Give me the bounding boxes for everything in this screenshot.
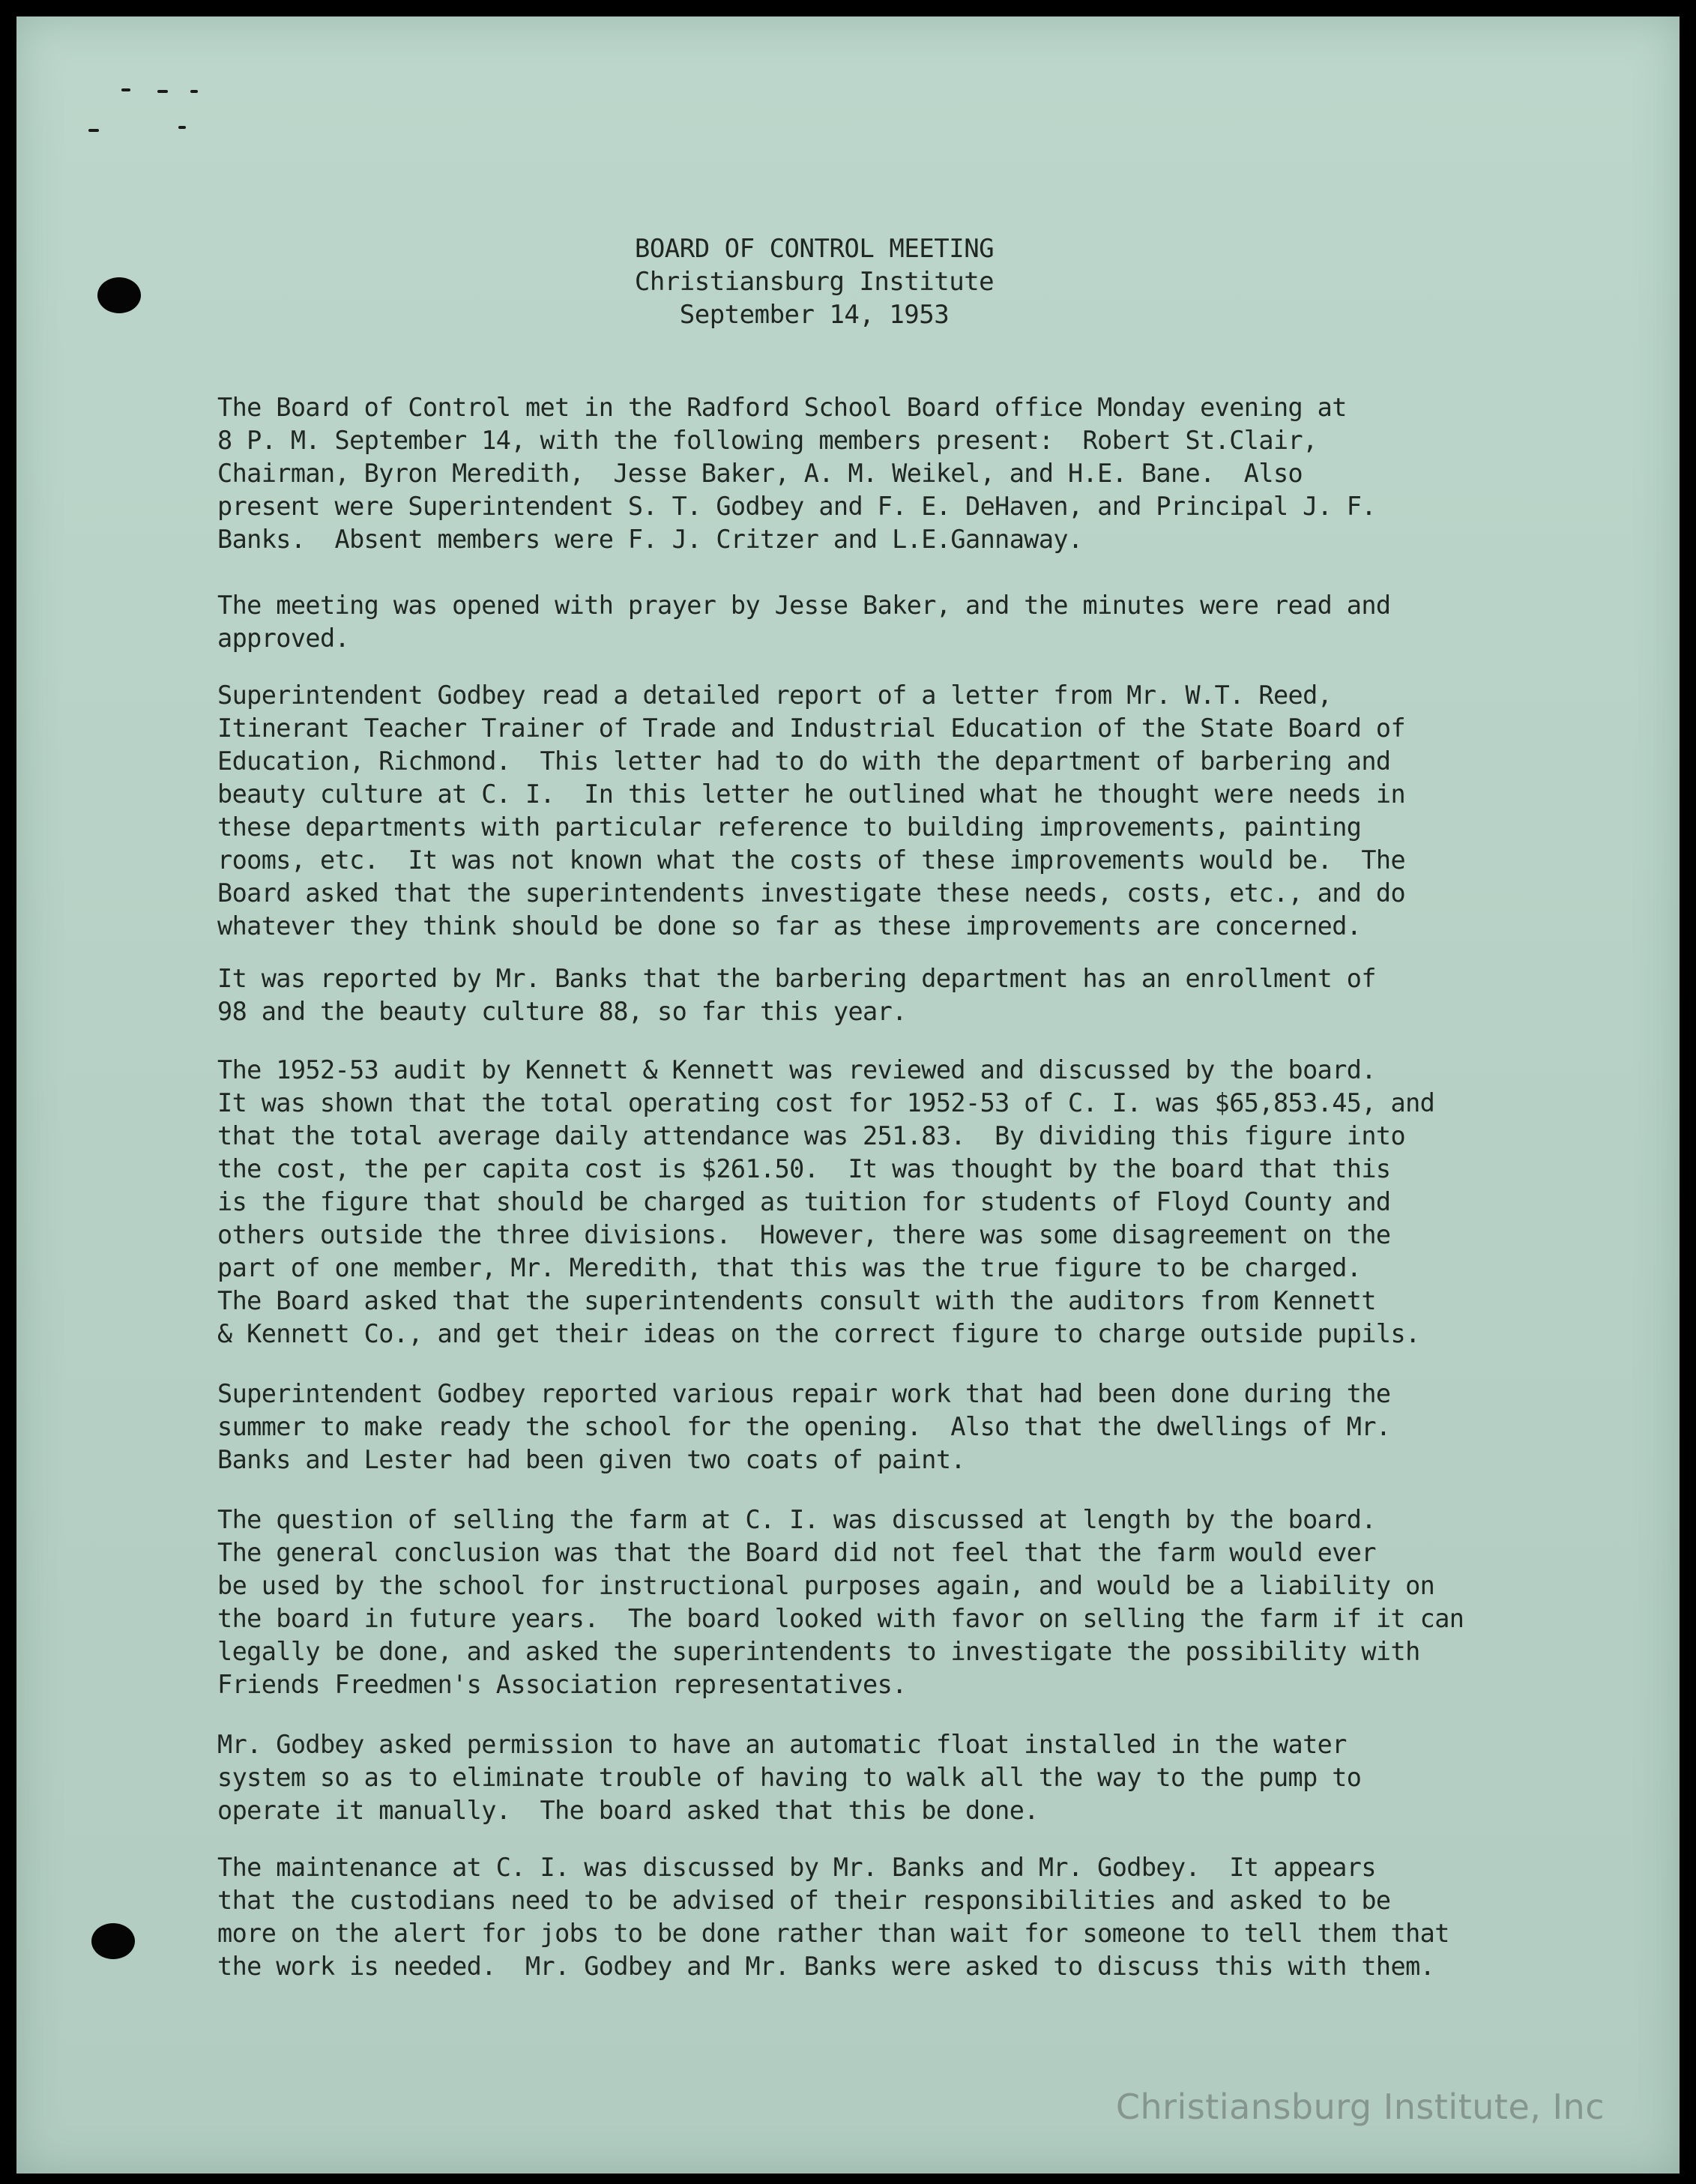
paragraph-reed-letter: Superintendent Godbey read a detailed report of a letter from Mr. W.T. Reed, Itinerant Teacher Trainer of Trade and Industrial Education of the State Board of Education, Richmond. This letter had to do with the department of barbering and beauty culture at C. I. In this letter he outlined what he thought were needs in these departments with particular reference to building improvements, painting rooms, etc. It was not known what the costs of these improvements would be. The Board asked that the superintendents investigate these needs, costs, etc., and do whatever they think should be done so far as these improvements are concerned. xyxy=(217,681,1406,941)
paragraph-attendance: The Board of Control met in the Radford School Board office Monday evening at 8 P. M. September 14, with the following members present: Robert St.Clair, Chairman, Byron Meredith, Jesse Baker, A. M. Weikel, and H.E. Bane. Also present were Superintendent S. T. Godbey and F. E. DeHaven, and Principal J. F. Banks. Absent members were F. J. Critzer and L.E.Gannaway. xyxy=(217,393,1376,554)
watermark: Christiansburg Institute, Inc xyxy=(1115,2087,1605,2127)
paragraph-opening: The meeting was opened with prayer by Jesse Baker, and the minutes were read and approved. xyxy=(217,591,1391,653)
paragraph-audit: The 1952-53 audit by Kennett & Kennett was reviewed and discussed by the board. It was shown that the total operating cost for 1952-53 of C. I. was $65,853.45, and that the total average daily attendance was 251.83. By dividing this figure into the cost, the per capita cost is $261.50. It was thought by the board that this is the figure that should be charged as tuition for students of Floyd County and others outside the three divisions. However, there was some disagreement on the part of one member, Mr. Meredith, that this was the true figure to be charged. The Board asked that the superintendents consult with the auditors from Kennett & Kennett Co., and get their ideas on the correct figure to charge outside pupils. xyxy=(217,1055,1435,1348)
document-page xyxy=(16,16,1680,2174)
paragraph-enrollment: It was reported by Mr. Banks that the barbering department has an enrollment of 98 and the beauty culture 88, so far this year. xyxy=(217,964,1376,1026)
document-header xyxy=(16,232,1680,331)
typed-minutes xyxy=(16,16,1680,2174)
paragraph-farm-sale: The question of selling the farm at C. I. was discussed at length by the board. The general conclusion was that the Board did not feel that the farm would ever be used by the school for instructional purposes again, and would be a liability on the board in future years. The board looked with favor on selling the farm if it can legally be done, and asked the superintendents to investigate the possibility with Friends Freedmen's Association representatives. xyxy=(217,1505,1464,1699)
paragraph-water-float: Mr. Godbey asked permission to have an automatic float installed in the water system so as to eliminate trouble of having to walk all the way to the pump to operate it manually. The board asked that this be done. xyxy=(217,1730,1362,1825)
meeting-date: September 14, 1953 xyxy=(679,300,950,330)
institution-name: Christiansburg Institute xyxy=(634,267,995,297)
paragraph-repairs: Superintendent Godbey reported various repair work that had been done during the summer to make ready the school for the opening. Also that the dwellings of Mr. Banks and Lester had been given two coats of paint. xyxy=(217,1379,1391,1474)
document-title: BOARD OF CONTROL MEETING xyxy=(634,234,995,264)
paragraph-maintenance: The maintenance at C. I. was discussed by Mr. Banks and Mr. Godbey. It appears that the custodians need to be advised of their responsibilities and asked to be more on the alert for jobs to be done rather than wait for someone to tell them that the work is needed. Mr. Godbey and Mr. Banks were asked to discuss this with them. xyxy=(217,1853,1449,1981)
